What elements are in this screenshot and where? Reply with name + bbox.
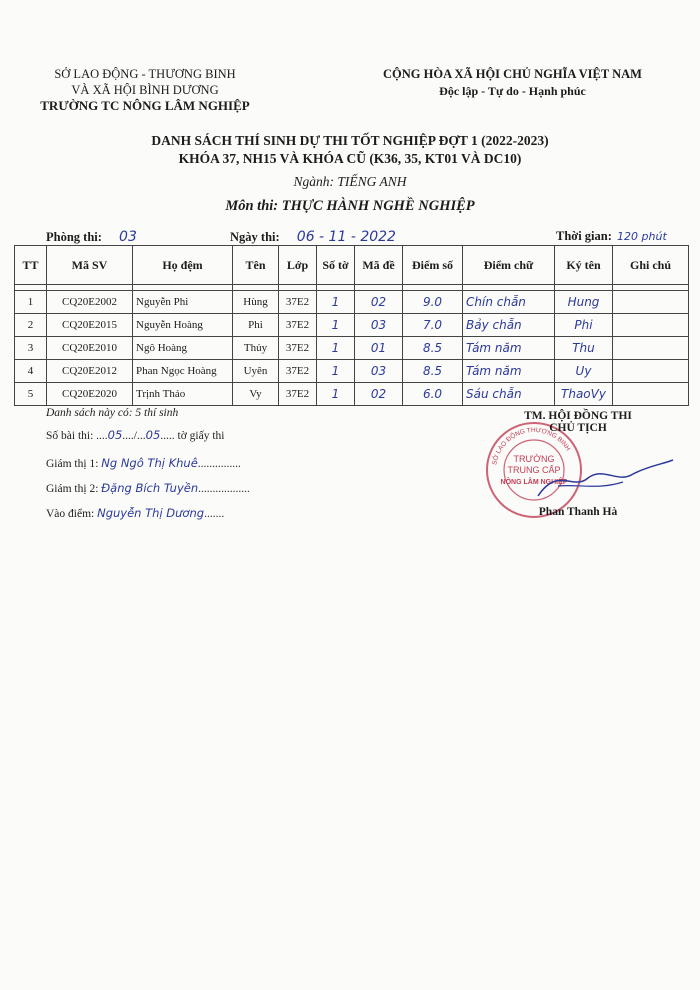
cell-name: Vy (233, 383, 279, 406)
table-row (15, 291, 689, 314)
cell-class: 37E2 (279, 314, 317, 337)
council-role: TM. HỘI ĐỒNG THI (524, 410, 632, 422)
cell-middle-name: Ngô Hoàng (133, 337, 233, 360)
cell-score: 7.0 (403, 314, 463, 337)
stamp-center-line3: NÔNG LÂM NGHIỆP (500, 479, 568, 486)
cell-sheets: 1 (317, 291, 355, 314)
cell-signature: Uy (555, 360, 613, 383)
proctor2-value: Đặng Bích Tuyền (101, 481, 199, 495)
cell-sheets: 1 (317, 360, 355, 383)
score-entry: Vào điểm: Nguyễn Thị Dương....... (46, 506, 225, 520)
cell-code: CQ20E2020 (47, 383, 133, 406)
candidate-table (14, 245, 689, 406)
title-line1: DANH SÁCH THÍ SINH DỰ THI TỐT NGHIỆP ĐỢT 1 (2022-2023) (151, 133, 549, 148)
col-header: Điểm chữ (463, 246, 555, 285)
papers-suffix: tờ giấy thi (177, 430, 225, 442)
cell-signature: Hung (555, 291, 613, 314)
signer-name: Phan Thanh Hà (538, 506, 618, 518)
room-label: Phòng thi: (46, 230, 102, 244)
cell-score: 6.0 (403, 383, 463, 406)
council-signature-block (478, 410, 678, 434)
stamp-center-line1: TRƯỜNG (513, 454, 555, 464)
cell-note (613, 291, 689, 314)
col-header: Ký tên (555, 246, 613, 285)
table-row (15, 314, 689, 337)
table-row (15, 360, 689, 383)
cell-exam-code: 02 (355, 383, 403, 406)
cell-tt: 1 (15, 291, 47, 314)
cell-signature: ThaoVy (555, 383, 613, 406)
subject-line: Môn thi: THỰC HÀNH NGHỀ NGHIỆP (225, 198, 475, 214)
cell-note (613, 337, 689, 360)
col-header: Mã SV (47, 246, 133, 285)
cell-score: 9.0 (403, 291, 463, 314)
chairman-role: CHỦ TỊCH (549, 422, 607, 434)
cell-tt: 2 (15, 314, 47, 337)
papers-count: Số bài thi: ....05..../...05..... tờ giấy thi (46, 428, 225, 442)
papers-label: Số bài thi: (46, 430, 94, 442)
cell-tt: 4 (15, 360, 47, 383)
cell-sheets: 1 (317, 314, 355, 337)
cell-name: Hùng (233, 291, 279, 314)
cell-middle-name: Nguyễn Phi (133, 291, 233, 314)
cell-score-words: Sáu chẵn (463, 383, 555, 406)
entry-label: Vào điểm: (46, 508, 95, 520)
date-field (230, 229, 396, 245)
time-field (556, 229, 667, 244)
cell-score-words: Bảy chẵn (463, 314, 555, 337)
stamp-center-line2: TRUNG CẤP (507, 465, 561, 475)
agency-line2: VÀ XÃ HỘI BÌNH DƯƠNG (71, 83, 219, 97)
cell-code: CQ20E2015 (47, 314, 133, 337)
cell-score-words: Tám năm (463, 337, 555, 360)
document-title (0, 132, 700, 168)
room-field (46, 229, 137, 245)
col-header: Mã đề (355, 246, 403, 285)
stamp-ring-text: SỞ LAO ĐỘNG THƯƠNG BINH (491, 426, 572, 466)
time-label: Thời gian: (556, 229, 612, 243)
cell-middle-name: Nguyễn Hoàng (133, 314, 233, 337)
country-motto: Độc lập - Tự do - Hạnh phúc (439, 84, 586, 98)
cell-exam-code: 03 (355, 360, 403, 383)
major-line: Ngành: TIẾNG ANH (293, 174, 407, 189)
proctor-2: Giám thị 2: Đặng Bích Tuyền.................. (46, 481, 250, 495)
cell-sheets: 1 (317, 337, 355, 360)
proctor2-label: Giám thị 2: (46, 483, 99, 495)
proctor1-label: Giám thị 1: (46, 458, 99, 470)
table-row (15, 383, 689, 406)
date-value: 06 - 11 - 2022 (296, 229, 396, 245)
entry-value: Nguyễn Thị Dương (97, 506, 205, 520)
proctor1-value: Ng Ngô Thị Khuê (101, 456, 198, 470)
cell-score-words: Chín chẵn (463, 291, 555, 314)
title-line2: KHÓA 37, NH15 VÀ KHÓA CŨ (K36, 35, KT01 VÀ DC10) (178, 151, 522, 166)
candidate-count: Danh sách này có: 5 thí sinh (46, 407, 179, 419)
proctor-1: Giám thị 1: Ng Ngô Thị Khuê............... (46, 456, 241, 470)
cell-tt: 5 (15, 383, 47, 406)
cell-score-words: Tám năm (463, 360, 555, 383)
room-value: 03 (119, 229, 137, 245)
cell-class: 37E2 (279, 383, 317, 406)
cell-sheets: 1 (317, 383, 355, 406)
col-header: Điểm số (403, 246, 463, 285)
cell-exam-code: 02 (355, 291, 403, 314)
cell-class: 37E2 (279, 360, 317, 383)
cell-signature: Phi (555, 314, 613, 337)
cell-name: Thủy (233, 337, 279, 360)
cell-code: CQ20E2002 (47, 291, 133, 314)
table-row (15, 337, 689, 360)
cell-class: 37E2 (279, 337, 317, 360)
cell-exam-code: 03 (355, 314, 403, 337)
col-header: Số tờ (317, 246, 355, 285)
cell-score: 8.5 (403, 337, 463, 360)
cell-signature: Thu (555, 337, 613, 360)
papers-value-1: 05 (107, 428, 123, 442)
cell-note (613, 314, 689, 337)
cell-note (613, 360, 689, 383)
col-header: TT (15, 246, 47, 285)
country-name: CỘNG HÒA XÃ HỘI CHỦ NGHĨA VIỆT NAM (383, 67, 642, 81)
cell-tt: 3 (15, 337, 47, 360)
col-header: Lớp (279, 246, 317, 285)
date-label: Ngày thi: (230, 230, 280, 244)
school-name: TRƯỜNG TC NÔNG LÂM NGHIỆP (40, 98, 250, 113)
col-header: Tên (233, 246, 279, 285)
cell-code: CQ20E2010 (47, 337, 133, 360)
col-header: Họ đệm (133, 246, 233, 285)
papers-value-2: 05 (145, 428, 161, 442)
cell-name: Phi (233, 314, 279, 337)
col-header: Ghi chú (613, 246, 689, 285)
table-header-row (15, 246, 689, 285)
cell-score: 8.5 (403, 360, 463, 383)
cell-middle-name: Phan Ngọc Hoàng (133, 360, 233, 383)
cell-name: Uyên (233, 360, 279, 383)
cell-note (613, 383, 689, 406)
handwritten-signature-icon (528, 456, 678, 506)
cell-exam-code: 01 (355, 337, 403, 360)
country-header (340, 66, 685, 100)
agency-header (20, 66, 270, 114)
cell-class: 37E2 (279, 291, 317, 314)
time-value: 120 phút (617, 230, 667, 243)
cell-middle-name: Trịnh Thảo (133, 383, 233, 406)
agency-line1: SỞ LAO ĐỘNG - THƯƠNG BINH (54, 67, 236, 81)
cell-code: CQ20E2012 (47, 360, 133, 383)
